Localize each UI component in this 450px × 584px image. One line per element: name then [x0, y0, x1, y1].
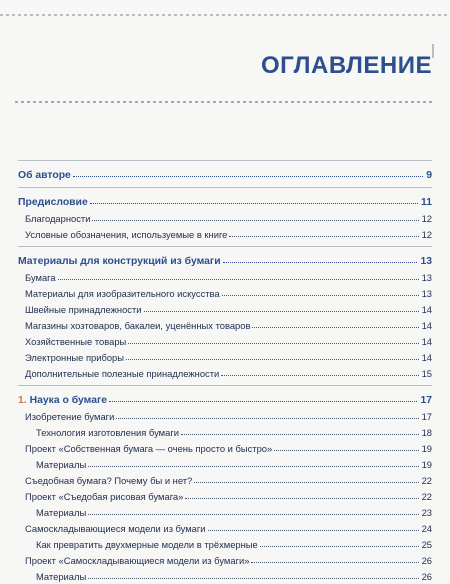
toc-entry-preface[interactable]: Предисловие 11 [18, 197, 432, 208]
dot-leader [229, 236, 418, 237]
toc-entry[interactable]: Самоскладывающиеся модели из бумаги 24 [25, 523, 432, 534]
toc-entry[interactable]: Благодарности 12 [25, 213, 432, 224]
title-dashed-rule [15, 101, 435, 103]
toc-entry[interactable]: Хозяйственные товары 14 [25, 336, 432, 347]
toc-entry-about-author[interactable]: Об авторе 9 [18, 170, 432, 181]
toc-entry-materials[interactable]: Материалы для конструкций из бумаги 13 [18, 256, 432, 267]
toc-entry[interactable]: Изобретение бумаги 17 [25, 411, 432, 422]
dot-leader [221, 375, 418, 376]
dot-leader [126, 359, 419, 360]
toc-entry[interactable]: Электронные приборы 14 [25, 352, 432, 363]
top-dashed-rule [0, 14, 450, 16]
toc-entry[interactable]: Дополнительные полезные принадлежности 15 [25, 368, 432, 379]
toc-entry[interactable]: Проект «Самоскладывающиеся модели из бумаги» 26 [25, 555, 432, 566]
toc-entry-chapter-1[interactable]: 1. Наука о бумаге 17 [18, 395, 432, 406]
toc-entry[interactable]: Как превратить двухмерные модели в трёхмерные 25 [36, 539, 432, 550]
toc-entry[interactable]: Проект «Собственная бумага — очень просто и быстро» 19 [25, 443, 432, 454]
toc-entry[interactable]: Проект «Съедобая рисовая бумага» 22 [25, 491, 432, 502]
toc-entry[interactable]: Швейные принадлежности 14 [25, 304, 432, 315]
toc-entry[interactable]: Материалы 23 [36, 507, 432, 518]
toc-entry[interactable]: Материалы 19 [36, 459, 432, 470]
dot-leader [73, 176, 423, 177]
dot-leader [223, 262, 418, 263]
dot-leader [181, 434, 419, 435]
dot-leader [194, 482, 418, 483]
dot-leader [260, 546, 419, 547]
dot-leader [252, 327, 418, 328]
page-title: ОГЛАВЛЕНИЕ [260, 52, 432, 79]
toc-entry[interactable]: Магазины хозтоваров, бакалеи, уценённых товаров 14 [25, 320, 432, 331]
chapter-number: 1. [18, 395, 27, 406]
toc-entry[interactable]: Условные обозначения, используемые в книге 12 [25, 229, 432, 240]
toc-entry[interactable]: Съедобная бумага? Почему бы и нет? 22 [25, 475, 432, 486]
dot-leader [90, 203, 418, 204]
dot-leader [185, 498, 418, 499]
table-of-contents [18, 160, 432, 582]
toc-entry[interactable]: Бумага 13 [25, 272, 432, 283]
dot-leader [251, 562, 418, 563]
dot-leader [222, 295, 419, 296]
dot-leader [128, 343, 418, 344]
dot-leader [88, 466, 418, 467]
toc-entry[interactable]: Технология изготовления бумаги 18 [36, 427, 432, 438]
toc-entry[interactable]: Материалы 26 [36, 571, 432, 582]
chapter-title: Наука о бумаге [29, 395, 108, 406]
dot-leader [88, 514, 418, 515]
dot-leader [88, 578, 418, 579]
dot-leader [144, 311, 419, 312]
dot-leader [208, 530, 419, 531]
dot-leader [274, 450, 418, 451]
dot-leader [116, 418, 418, 419]
margin-dash-mark [432, 44, 434, 58]
toc-entry[interactable]: Материалы для изобразительного искусства 13 [25, 288, 432, 299]
dot-leader [58, 279, 419, 280]
dot-leader [92, 220, 418, 221]
dot-leader [109, 401, 417, 402]
